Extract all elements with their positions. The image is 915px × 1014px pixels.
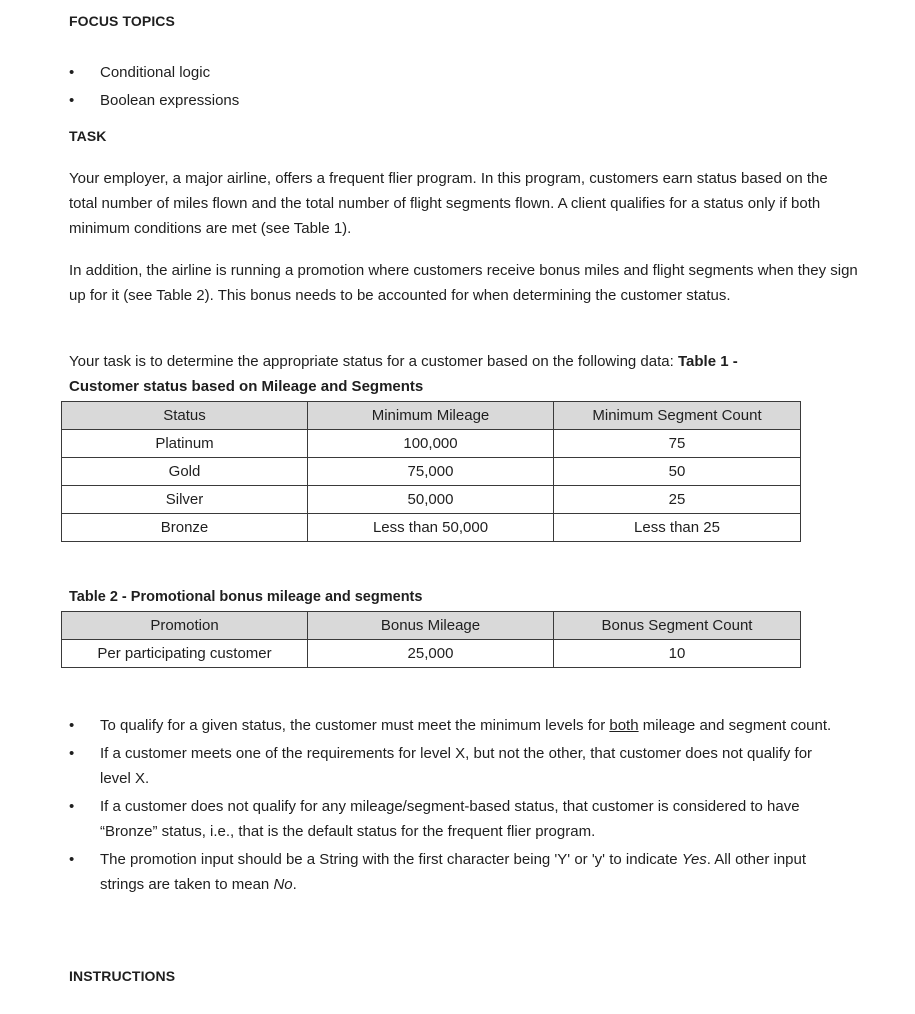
- list-item-label: Conditional logic: [100, 64, 211, 81]
- list-item-label: Boolean expressions: [100, 92, 240, 109]
- rule-text: .: [292, 876, 297, 893]
- table-row: [62, 430, 801, 458]
- table-row: [62, 514, 801, 542]
- list-item: • Conditional logic: [69, 64, 211, 81]
- table-cell: Per participating customer: [62, 640, 308, 668]
- table-promotional-bonus: [61, 611, 801, 668]
- table-cell: Less than 25: [554, 514, 801, 542]
- table-cell: 25,000: [308, 640, 554, 668]
- task-paragraph-2: In addition, the airline is running a promotion where customers receive bonus miles and flight segments when they sign up for it (see Table 2). This bonus needs to be accounted for when determining the customer status.: [69, 262, 858, 304]
- table-header-row: [62, 612, 801, 640]
- table-cell: 10: [554, 640, 801, 668]
- rule-text: . All other input strings are taken to mean: [100, 851, 807, 893]
- rule-emphasis: No: [273, 876, 293, 893]
- table-row: [62, 458, 801, 486]
- table-cell: 50: [554, 458, 801, 486]
- table-cell: 50,000: [308, 486, 554, 514]
- instructions-heading: INSTRUCTIONS: [69, 968, 176, 984]
- rule-text: To qualify for a given status, the customer must meet the minimum levels for: [100, 717, 610, 734]
- table-header-cell: Bonus Mileage: [308, 612, 554, 640]
- table-cell: 75,000: [308, 458, 554, 486]
- table1-caption: Table 1 - Customer status based on Mileage and Segments: [69, 353, 738, 395]
- rule-text: If a customer meets one of the requirements for level X, but not the other, that customer does not qualify for level X.: [100, 745, 813, 787]
- list-item: • To qualify for a given status, the customer must meet the minimum levels for both mileage and segment count.: [69, 717, 832, 734]
- table-row: [62, 640, 801, 668]
- table-header-cell: Minimum Segment Count: [554, 402, 801, 430]
- table-row: [62, 486, 801, 514]
- task-paragraph-3-text: Your task is to determine the appropriate status for a customer based on the following data:: [69, 353, 678, 370]
- focus-topics-heading: FOCUS TOPICS: [69, 13, 175, 29]
- task-paragraph-3: [69, 349, 809, 399]
- list-item: • The promotion input should be a String with the first character being 'Y' or 'y' to indicate Yes. All other input strings are taken to mean No.: [69, 851, 807, 893]
- table-header-cell: Bonus Segment Count: [554, 612, 801, 640]
- table-header-cell: Promotion: [62, 612, 308, 640]
- table-customer-status: [61, 401, 801, 542]
- table-cell: 100,000: [308, 430, 554, 458]
- table2-caption: Table 2 - Promotional bonus mileage and segments: [69, 589, 423, 605]
- rule-emphasis: Yes: [681, 851, 707, 868]
- table-header-cell: Status: [62, 402, 308, 430]
- rule-text: mileage and segment count.: [638, 717, 832, 734]
- table-header-row: [62, 402, 801, 430]
- table-cell: Platinum: [62, 430, 308, 458]
- list-item: • If a customer does not qualify for any mileage/segment-based status, that customer is considered to have “Bronze” status, i.e., that is the default status for the frequent flier program.: [69, 798, 800, 840]
- table-cell: Gold: [62, 458, 308, 486]
- focus-topics-list: [69, 59, 239, 115]
- task-heading: TASK: [69, 128, 107, 144]
- table-cell: Silver: [62, 486, 308, 514]
- table-cell: 25: [554, 486, 801, 514]
- rule-text: The promotion input should be a String with the first character being 'Y' or 'y' to indicate: [100, 851, 682, 868]
- table-header-cell: Minimum Mileage: [308, 402, 554, 430]
- list-item: • Boolean expressions: [69, 92, 240, 109]
- task-paragraph-1: Your employer, a major airline, offers a frequent flier program. In this program, customers earn status based on the total number of miles flown and the total number of flight segments flown. A client qualifies for a status only if both minimum conditions are met (see Table 1).: [69, 170, 828, 237]
- rule-emphasis: both: [609, 717, 639, 734]
- rules-list: [69, 713, 860, 900]
- rule-text: If a customer does not qualify for any mileage/segment-based status, that customer is considered to have “Bronze” status, i.e., that is the default status for the frequent flier program.: [100, 798, 800, 840]
- table-cell: Bronze: [62, 514, 308, 542]
- table-cell: Less than 50,000: [308, 514, 554, 542]
- table-cell: 75: [554, 430, 801, 458]
- list-item: • If a customer meets one of the requirements for level X, but not the other, that customer does not qualify for level X.: [69, 745, 813, 787]
